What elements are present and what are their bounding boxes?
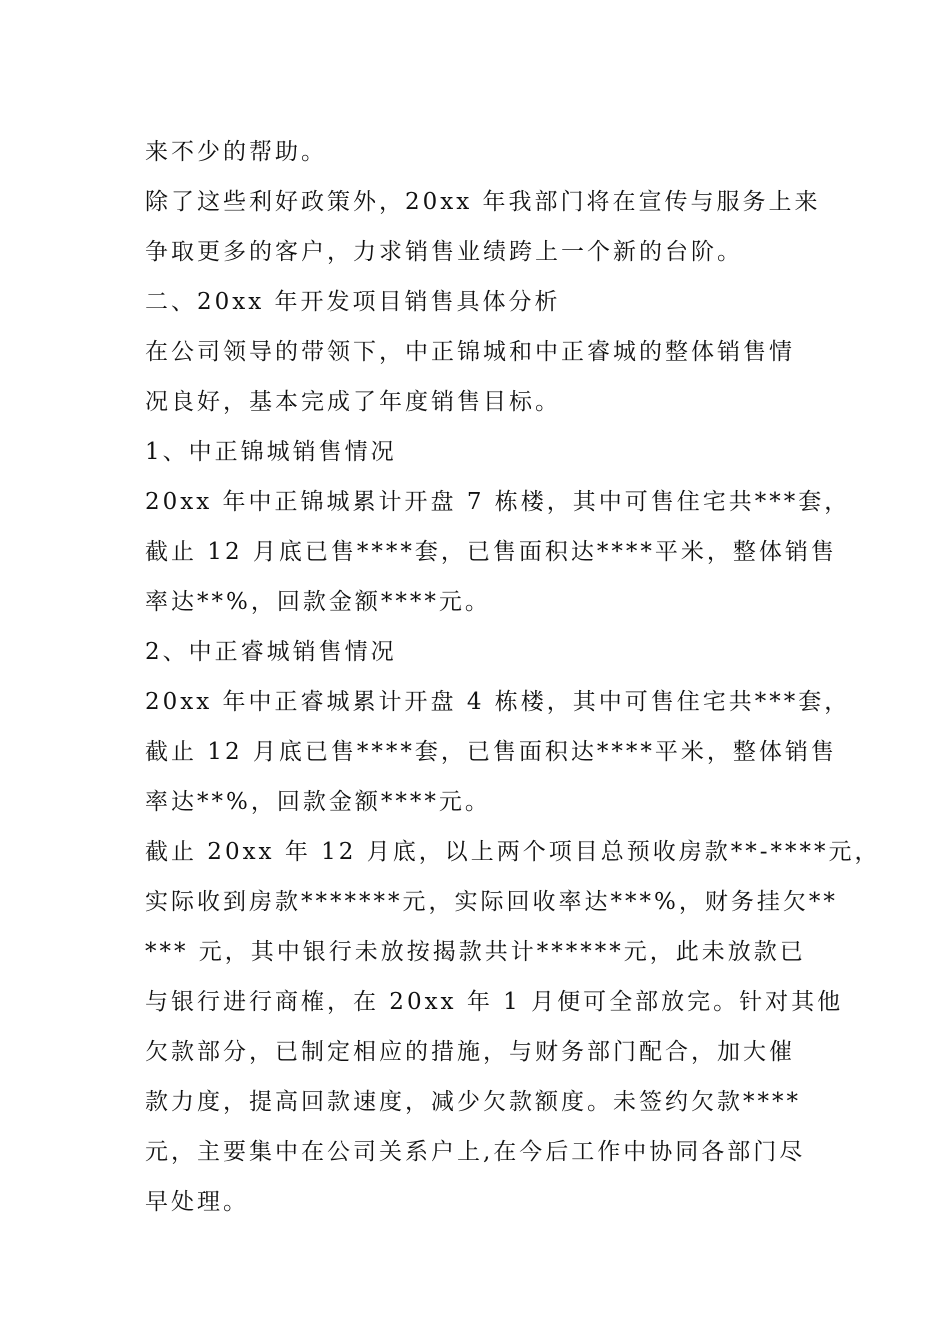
document-body [145,127,881,1227]
text-line: 争取更多的客户，力求销售业绩跨上一个新的台阶。 [145,239,743,265]
text-line: 截止 12 月底已售****套，已售面积达****平米，整体销售 [145,539,837,565]
text-line: *** 元，其中银行未放按揭款共计******元，此未放款已 [145,939,806,965]
text-line: 款力度，提高回款速度，减少欠款额度。未签约欠款**** [145,1089,801,1115]
text-line: 截止 20xx 年 12 月底，以上两个项目总预收房款**-****元， [145,839,881,865]
text-line: 来不少的帮助。 [145,139,327,165]
text-line: 与银行进行商榷，在 20xx 年 1 月便可全部放完。针对其他 [145,989,844,1015]
text-line: 除了这些利好政策外，20xx 年我部门将在宣传与服务上来 [145,189,821,215]
text-line: 20xx 年中正睿城累计开盘 4 栋楼，其中可售住宅共***套， [145,689,851,715]
text-line: 实际收到房款*******元，实际回收率达***%，财务挂欠** [145,889,838,915]
text-line: 在公司领导的带领下，中正锦城和中正睿城的整体销售情 [145,339,795,365]
subsection-heading: 2、中正睿城销售情况 [145,639,397,665]
section-heading: 二、20xx 年开发项目销售具体分析 [145,289,561,315]
text-line: 况良好，基本完成了年度销售目标。 [145,389,561,415]
text-line: 率达**%，回款金额****元。 [145,589,491,615]
text-line: 截止 12 月底已售****套，已售面积达****平米，整体销售 [145,739,837,765]
text-line: 20xx 年中正锦城累计开盘 7 栋楼，其中可售住宅共***套， [145,489,851,515]
text-line: 元，主要集中在公司关系户上,在今后工作中协同各部门尽 [145,1139,806,1165]
text-line: 欠款部分，已制定相应的措施，与财务部门配合，加大催 [145,1039,795,1065]
text-line: 早处理。 [145,1189,249,1215]
text-line: 率达**%，回款金额****元。 [145,789,491,815]
subsection-heading: 1、中正锦城销售情况 [145,439,397,465]
